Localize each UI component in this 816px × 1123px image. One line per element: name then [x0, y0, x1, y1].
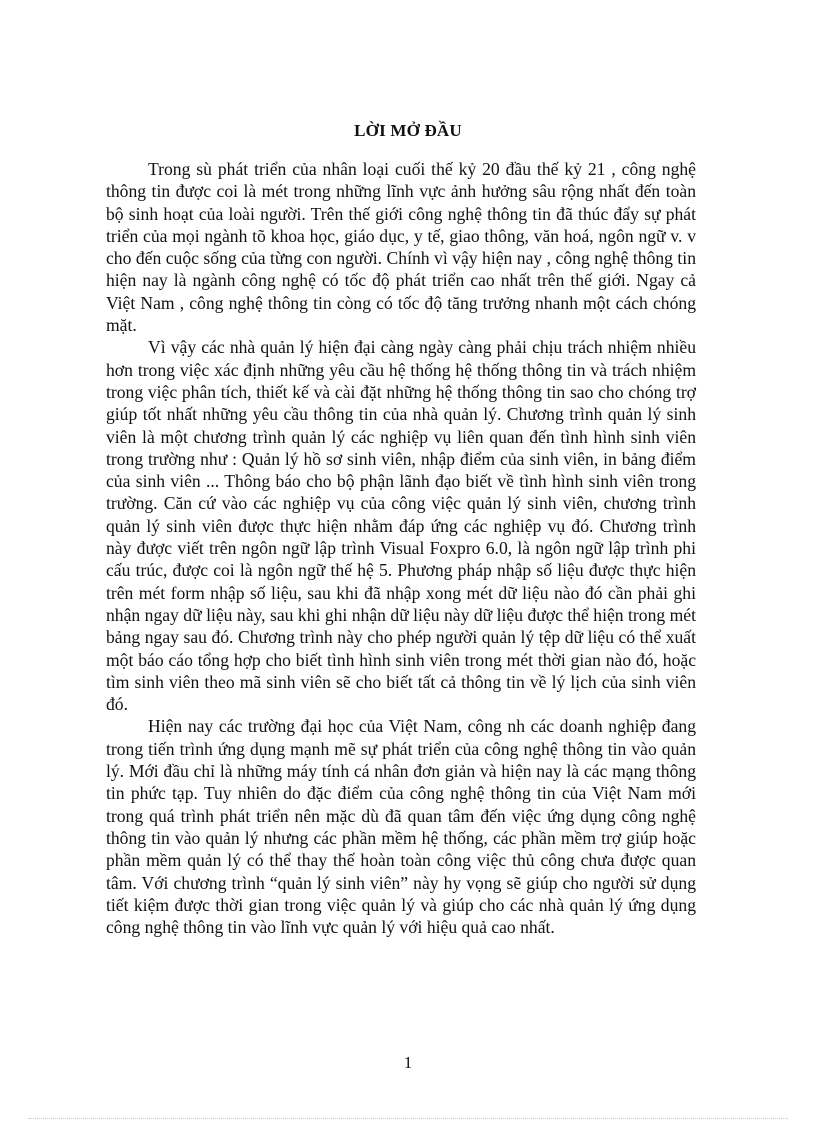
paragraph-intro: Trong sù phát triển của nhân loại cuối thế kỷ 20 đầu thế kỷ 21 , công nghệ thông tin được coi là mét trong những lĩnh vực ảnh hưởng sâu rộng nhất đến toàn bộ sinh hoạt của loài người. Trên thế giới công nghệ thông tin đã thúc đẩy sự phát triển của mọi ngành tõ khoa học, giáo dục, y tế, giao thông, văn hoá, ngôn ngữ v. v cho đến cuộc sống của từng con người. Chính vì vậy hiện nay , công nghệ thông tin hiện nay là ngành công nghệ có tốc độ phát triển cao nhất trên thế giới. Ngay cả Việt Nam , công nghệ thông tin còng có tốc độ tăng trưởng nhanh một cách chóng mặt.	[106, 159, 696, 336]
paragraph-vietnam-context: Hiện nay các trường đại học của Việt Nam, công nh các doanh nghiệp đang trong tiến trình ứng dụng mạnh mẽ sự phát triển của công nghệ thông tin vào quản lý. Mới đầu chỉ là những máy tính cá nhân đơn giản và hiện nay là các mạng thông tin phức tạp. Tuy nhiên do đặc điểm của công nghệ thông tin của Việt Nam mới trong quá trình phát triển nên mặc dù đã quan tâm đến việc ứng dụng công nghệ thông tin vào quản lý nhưng các phần mềm hệ thống, các phần mềm trợ giúp hoặc phần mềm quản lý có thể thay thế hoàn toàn công việc thủ công chưa được quan tâm. Với chương trình “quản lý sinh viên” này hy vọng sẽ giúp cho người sử dụng tiết kiệm được thời gian trong việc quản lý và giúp cho các nhà quản lý ứng dụng công nghệ thông tin vào lĩnh vực quản lý với hiệu quả cao nhất.	[106, 716, 696, 938]
page-bottom-divider	[28, 1118, 788, 1119]
page-title: LỜI MỞ ĐẦU	[354, 121, 462, 140]
paragraph-program-description: Vì vậy các nhà quản lý hiện đại càng ngày càng phải chịu trách nhiệm nhiều hơn trong việc xác định những yêu cầu hệ thống hệ thống thông tin và trách nhiệm trong việc phân tích, thiết kế và cài đặt những hệ thống thông tin sao cho chóng trợ giúp tốt nhất những yêu cầu thông tin của nhà quản lý. Chương trình quản lý sinh viên là một chương trình quản lý các nghiệp vụ liên quan đến tình hình sinh viên trong trường như : Quản lý hồ sơ sinh viên, nhập điểm của sinh viên, in bảng điểm của sinh viên ... Thông báo cho bộ phận lãnh đạo biết về tình hình sinh viên trong trường. Căn cứ vào các nghiệp vụ của công việc quản lý sinh viên, chương trình quản lý sinh viên được thực hiện nhằm đáp ứng các nghiệp vụ đó. Chương trình này được viết trên ngôn ngữ lập trình Visual Foxpro 6.0, là ngôn ngữ lập trình phi cấu trúc, được coi là ngôn ngữ thế hệ 5. Phương pháp nhập số liệu được thực hiện trên mét form nhập số liệu, sau khi đã nhập xong mét dữ liệu nào đó cần phải ghi nhận ngay dữ liệu này, sau khi ghi nhận dữ liệu này dữ liệu được thể hiện trong mét bảng ngay sau đó. Chương trình này cho phép người quản lý tệp dữ liệu có thể xuất một báo cáo tổng hợp cho biết tình hình sinh viên trong mét thời gian nào đó, hoặc tìm sinh viên theo mã sinh viên sẽ cho biết tất cả thông tin về lý lịch của sinh viên đó.	[106, 337, 696, 715]
body-text	[106, 158, 696, 938]
page-number: 1	[403, 1053, 413, 1072]
